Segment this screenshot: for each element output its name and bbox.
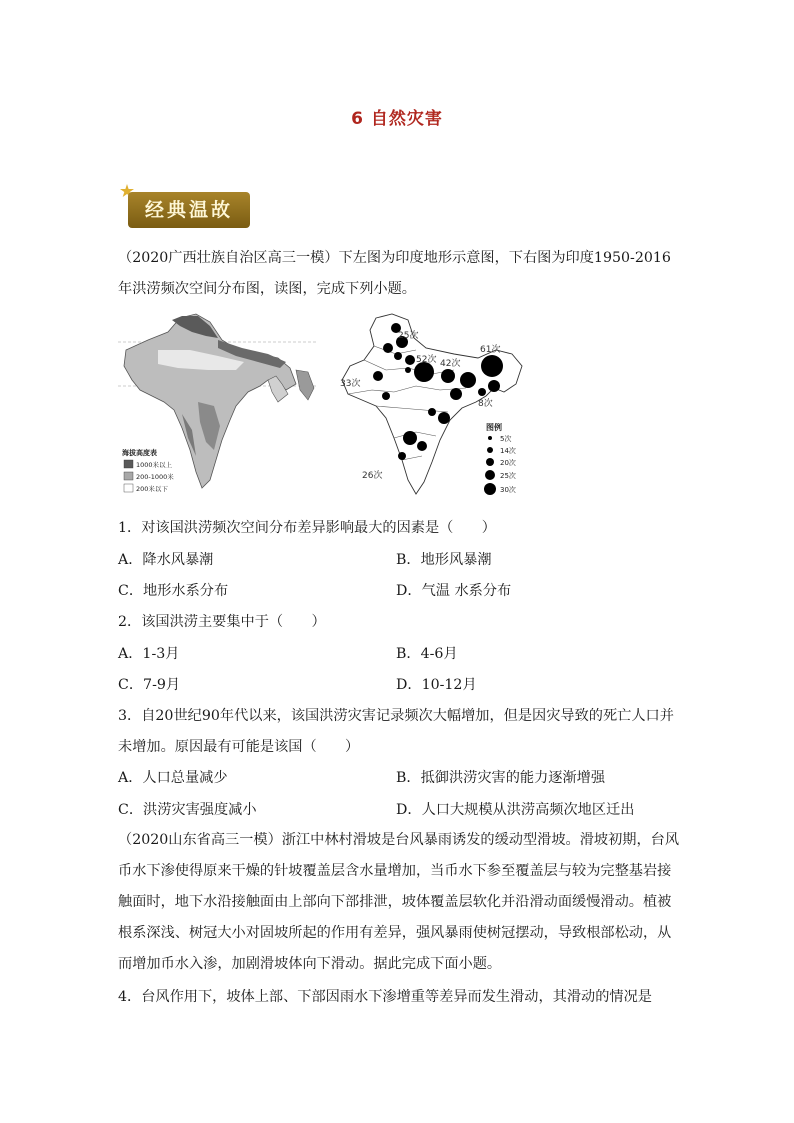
question-2-option-a: A．1-3月 <box>118 646 180 662</box>
question-2-option-d: D．10-12月 <box>396 677 477 693</box>
right-legend-item: 20次 <box>500 459 516 467</box>
question-3-option-c: C．洪涝灾害强度减小 <box>118 802 257 818</box>
flood-count-label: 25次 <box>398 331 419 341</box>
question-3-option-b: B．抵御洪涝灾害的能力逐渐增强 <box>396 770 606 786</box>
right-legend-item: 14次 <box>500 447 516 455</box>
flood-count-label: 52次 <box>416 355 437 365</box>
question-3-option-a: A．人口总量减少 <box>118 770 228 786</box>
question-3-option-d: D．人口大规模从洪涝高频次地区迁出 <box>396 802 635 818</box>
intro-paragraph-1: （2020广西壮族自治区高三一模）下左图为印度地形示意图，下右图为印度1950-2016年洪涝频次空间分布图，读图，完成下列小题。 <box>118 250 671 297</box>
question-3-stem: 3．自20世纪90年代以来，该国洪涝灾害记录频次大幅增加，但是因灾导致的死亡人口并未增加。原因最有可能是该国（ ） <box>118 708 674 755</box>
left-legend-item: 200米以下 <box>136 485 168 493</box>
left-legend-title: 海拔高度表 <box>122 449 157 457</box>
question-1-option-d: D．气温 水系分布 <box>396 583 512 599</box>
flood-count-label: 33次 <box>340 379 361 389</box>
flood-count-label: 61次 <box>480 345 501 355</box>
question-1-option-c: C．地形水系分布 <box>118 583 229 599</box>
flood-count-label: 8次 <box>478 399 493 409</box>
question-1-option-b: B．地形风暴潮 <box>396 552 492 568</box>
india-terrain-map <box>118 310 318 498</box>
question-2-stem: 2．该国洪涝主要集中于（ ） <box>118 614 326 630</box>
question-2-option-c: C．7-9月 <box>118 677 181 693</box>
question-4-stem: 4．台风作用下，坡体上部、下部因雨水下渗增重等差异而发生滑动，其滑动的情况是 <box>118 989 652 1005</box>
right-legend-item: 25次 <box>500 472 516 480</box>
section-badge <box>128 192 250 228</box>
question-2-option-b: B．4-6月 <box>396 646 458 662</box>
right-legend-item: 5次 <box>500 435 512 443</box>
left-legend-item: 200-1000米 <box>136 473 174 481</box>
flood-count-label: 26次 <box>362 471 383 481</box>
page-title: 6 自然灾害 <box>351 109 443 129</box>
question-1-stem: 1．对该国洪涝频次空间分布差异影响最大的因素是（ ） <box>118 520 496 536</box>
section-badge-label: 经典温故 <box>144 199 233 221</box>
intro-paragraph-2: （2020山东省高三一模）浙江中林村滑坡是台风暴雨诱发的缓动型滑坡。滑坡初期，台风币水下渗使得原来干燥的针坡覆盖层含水量增加，当币水下参至覆盖层与较为完整基岩接触面时，地下水沿接触面由上部向下部排泄，坡体覆盖层软化并沿滑动面缓慢滑动。植被根系深浅、树冠大小对固坡所起的作用有差异，强风暴雨使树冠摆动，导致根部松动，从而增加币水入渗，加剧滑坡体向下滑动。据此完成下面小题。 <box>118 832 680 972</box>
left-legend-item: 1000米以上 <box>136 461 173 469</box>
right-legend-item: 30次 <box>500 486 516 494</box>
right-legend-title: 图例 <box>486 423 502 432</box>
flood-count-label: 42次 <box>440 359 461 369</box>
question-1-option-a: A．降水风暴潮 <box>118 552 214 568</box>
flood-frequency-map <box>336 310 532 500</box>
